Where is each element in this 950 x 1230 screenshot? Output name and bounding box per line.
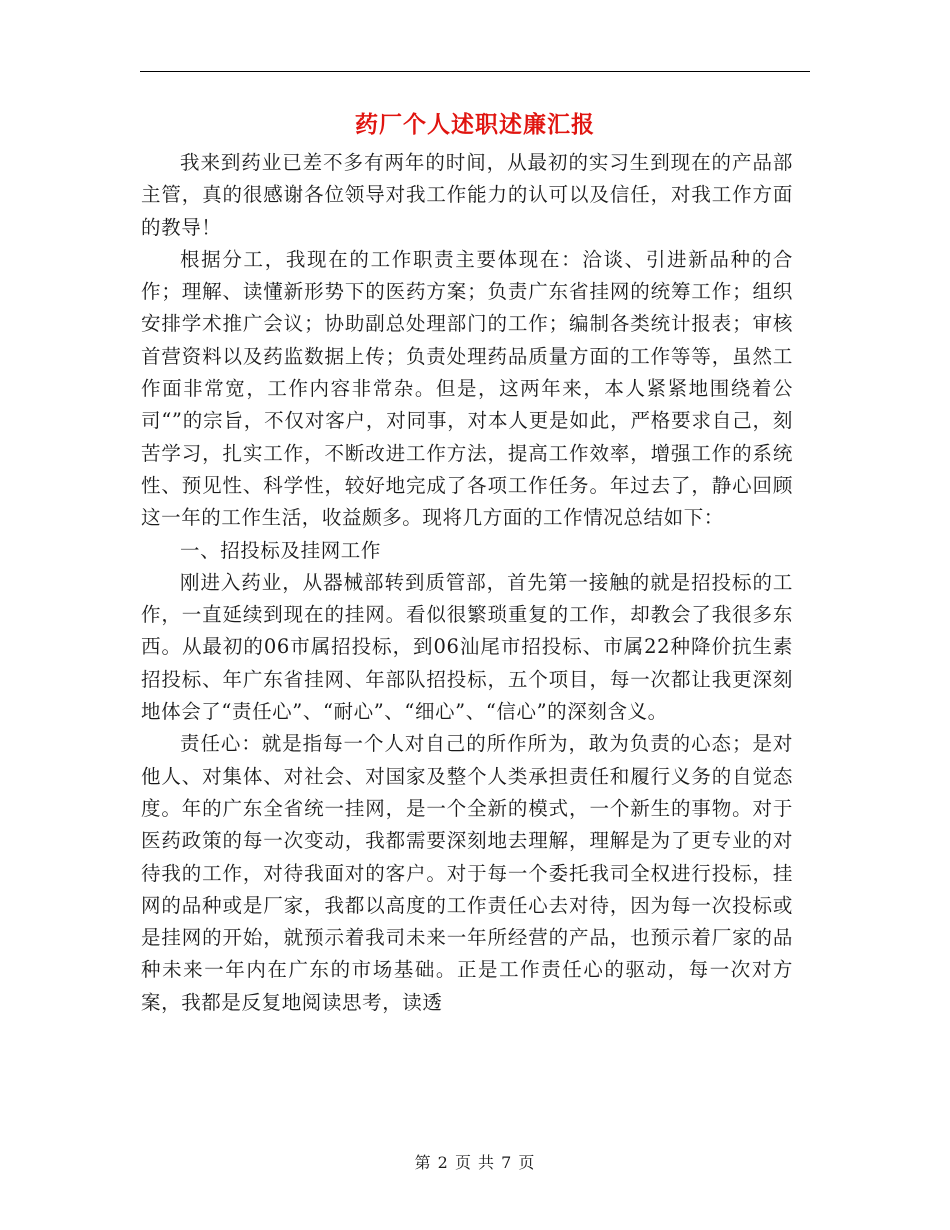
document-title: 药厂个人述职述廉汇报 (355, 112, 595, 138)
section-heading-bidding: 一、招投标及挂网工作 (180, 538, 382, 562)
page-footer: 第 2 页 共 7 页 (414, 1153, 536, 1172)
paragraph-bidding: 刚进入药业，从器械部转到质管部，首先第一接触的就是招投标的工作，一直延续到现在的挂网。看似很繁琐重复的工作，却教会了我很多东西。从最初的06市属招投标，到06汕尾市招投标、市属22种降价抗生素招投标、年广东省挂网、年部队招投标，五个项目，每一次都让我更深刻地体会了“责任心”、“耐心”、“细心”、“信心”的深刻含义。 (141, 570, 793, 724)
header-rule (140, 71, 810, 72)
paragraph-intro: 我来到药业已差不多有两年的时间，从最初的实习生到现在的产品部主管，真的很感谢各位领导对我工作能力的认可以及信任，对我工作方面的教导！ (141, 151, 793, 239)
paragraph-duties: 根据分工，我现在的工作职责主要体现在：洽谈、引进新品种的合作；理解、读懂新形势下的医药方案；负责广东省挂网的统筹工作；组织安排学术推广会议；协助副总处理部门的工作；编制各类统计报表；审核首营资料以及药监数据上传；负责处理药品质量方面的工作等等，虽然工作面非常宽，工作内容非常杂。但是，这两年来，本人紧紧地围绕着公司“”的宗旨，不仅对客户，对同事，对本人更是如此，严格要求自己，刻苦学习，扎实工作，不断改进工作方法，提高工作效率，增强工作的系统性、预见性、科学性，较好地完成了各项工作任务。年过去了，静心回顾这一年的工作生活，收益颇多。现将几方面的工作情况总结如下： (141, 247, 793, 530)
paragraph-responsibility: 责任心：就是指每一个人对自己的所作所为，敢为负责的心态；是对他人、对集体、对社会、对国家及整个人类承担责任和履行义务的自觉态度。年的广东全省统一挂网，是一个全新的模式，一个新生的事物。对于医药政策的每一次变动，我都需要深刻地去理解，理解是为了更专业的对待我的工作，对待我面对的客户。对于每一个委托我司全权进行投标，挂网的品种或是厂家，我都以高度的工作责任心去对待，因为每一次投标或是挂网的开始，就预示着我司未来一年所经营的产品，也预示着厂家的品种未来一年内在广东的市场基础。正是工作责任心的驱动，每一次对方案，我都是反复地阅读思考，读透 (141, 732, 793, 1014)
document-body (141, 147, 793, 1019)
